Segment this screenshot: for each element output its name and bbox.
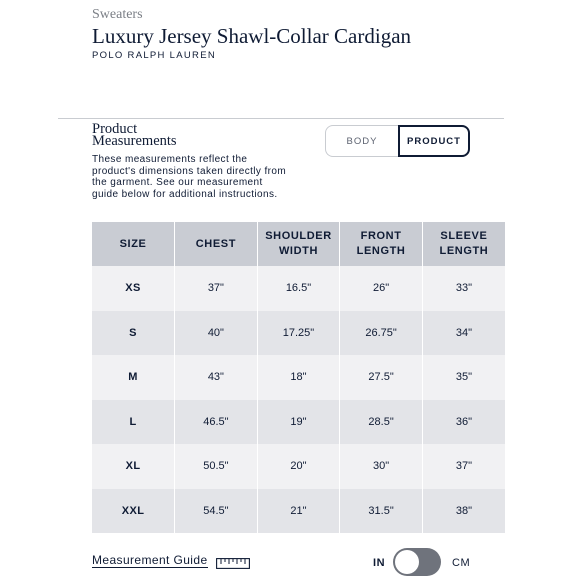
ruler-icon[interactable] xyxy=(216,556,250,567)
cell-front-length: 27.5" xyxy=(340,355,423,400)
cell-front-length: 30" xyxy=(340,444,423,489)
cell-shoulder-width: 17.25" xyxy=(257,311,340,356)
cell-size: L xyxy=(92,400,175,445)
header-front-length xyxy=(340,222,423,266)
cell-size: S xyxy=(92,311,175,356)
header-shoulder-label: SHOULDER xyxy=(265,230,332,242)
cell-shoulder-width: 20" xyxy=(257,444,340,489)
section-heading-line1: Product xyxy=(92,121,138,137)
breadcrumb-category[interactable]: Sweaters xyxy=(92,7,143,22)
cell-size: XXL xyxy=(92,489,175,534)
unit-label-in[interactable]: IN xyxy=(373,557,386,569)
cell-sleeve-length: 38" xyxy=(422,489,505,534)
measurement-type-toggle xyxy=(325,125,470,157)
measurement-guide-label[interactable]: Measurement Guide xyxy=(92,553,208,567)
cell-size: XS xyxy=(92,266,175,311)
section-description: These measurements reflect the product's dimensions taken directly from the garment. See our measurement guide below for additional instructions. xyxy=(92,154,287,200)
header-size-label: SIZE xyxy=(119,237,147,250)
cell-chest: 46.5" xyxy=(175,400,258,445)
table-row xyxy=(92,444,505,489)
cell-size: XL xyxy=(92,444,175,489)
unit-toggle-switch[interactable] xyxy=(393,548,441,576)
cell-front-length: 31.5" xyxy=(340,489,423,534)
section-divider xyxy=(58,118,504,119)
header-front-length-label: LENGTH xyxy=(356,245,406,257)
cell-sleeve-length: 34" xyxy=(422,311,505,356)
cell-chest: 50.5" xyxy=(175,444,258,489)
section-heading xyxy=(92,123,212,147)
cell-chest: 37" xyxy=(175,266,258,311)
cell-sleeve-length: 33" xyxy=(422,266,505,311)
header-front-label: FRONT xyxy=(360,230,402,242)
toggle-product-button[interactable]: PRODUCT xyxy=(398,125,470,157)
cell-front-length: 26" xyxy=(340,266,423,311)
header-chest-label: CHEST xyxy=(195,237,237,250)
product-title: Luxury Jersey Shawl-Collar Cardigan xyxy=(92,24,412,48)
header-sleeve-label: SLEEVE xyxy=(440,230,488,242)
cell-chest: 54.5" xyxy=(175,489,258,534)
header-shoulder-width xyxy=(257,222,340,266)
measurements-table xyxy=(92,222,505,533)
toggle-body-button[interactable]: BODY xyxy=(325,125,398,157)
cell-front-length: 28.5" xyxy=(340,400,423,445)
unit-toggle-knob xyxy=(395,550,419,574)
header-sleeve-length-label: LENGTH xyxy=(439,245,489,257)
table-row xyxy=(92,355,505,400)
cell-chest: 40" xyxy=(175,311,258,356)
cell-front-length: 26.75" xyxy=(340,311,423,356)
cell-sleeve-length: 36" xyxy=(422,400,505,445)
header-width-label: WIDTH xyxy=(278,245,318,257)
section-heading-line2: Measurements xyxy=(92,133,177,149)
table-row xyxy=(92,266,505,311)
cell-shoulder-width: 18" xyxy=(257,355,340,400)
table-row xyxy=(92,311,505,356)
header-size xyxy=(92,222,175,266)
cell-shoulder-width: 19" xyxy=(257,400,340,445)
cell-shoulder-width: 21" xyxy=(257,489,340,534)
measurement-guide-link[interactable] xyxy=(92,554,250,568)
header-chest xyxy=(175,222,258,266)
header-sleeve-length xyxy=(422,222,505,266)
table-row xyxy=(92,400,505,445)
cell-sleeve-length: 37" xyxy=(422,444,505,489)
table-row xyxy=(92,489,505,534)
cell-sleeve-length: 35" xyxy=(422,355,505,400)
cell-size: M xyxy=(92,355,175,400)
cell-chest: 43" xyxy=(175,355,258,400)
table-header-row xyxy=(92,222,505,266)
brand-name: POLO RALPH LAUREN xyxy=(92,50,216,61)
cell-shoulder-width: 16.5" xyxy=(257,266,340,311)
unit-label-cm[interactable]: CM xyxy=(452,557,471,569)
